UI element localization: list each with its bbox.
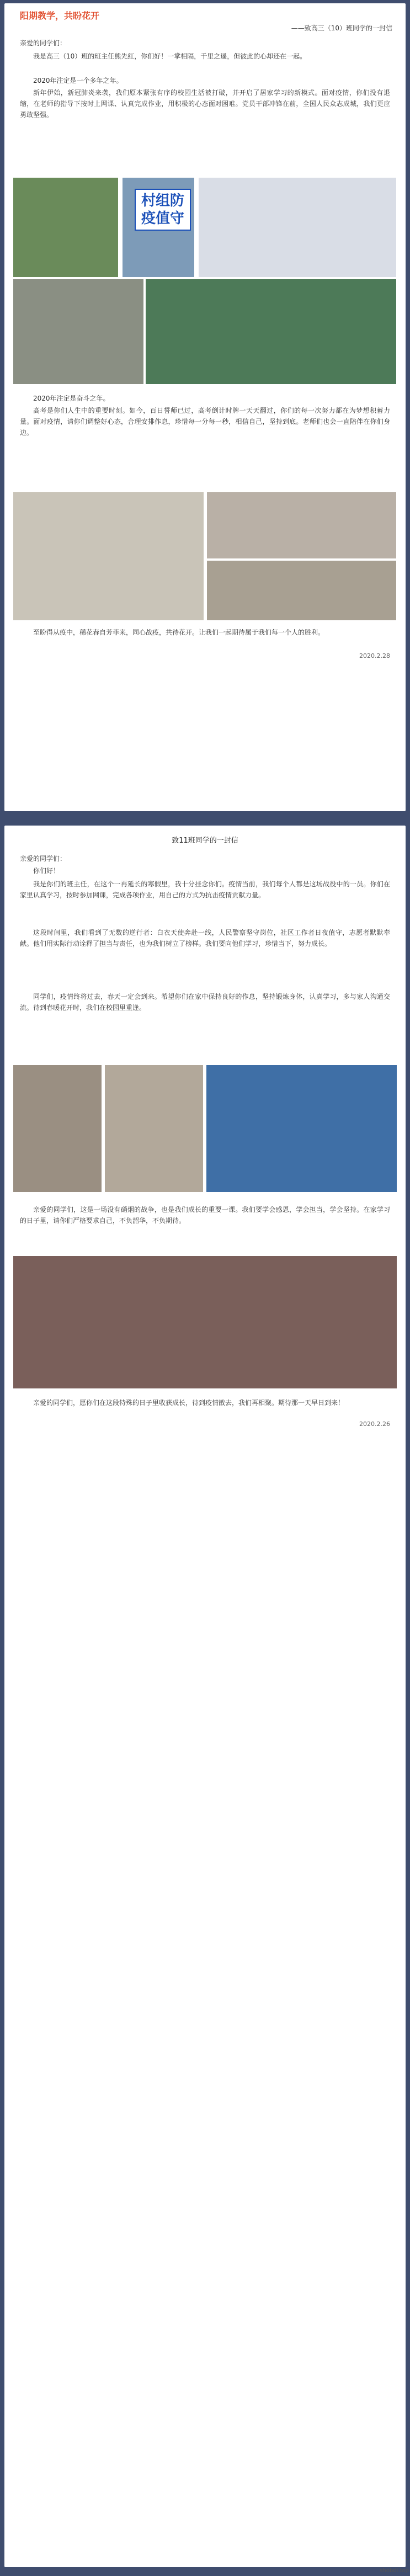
letter-title: 致11班同学的一封信 xyxy=(172,837,238,845)
letter-date: 2020.2.28 xyxy=(359,652,390,659)
student-studying-photo-1 xyxy=(207,492,396,558)
letter-subtitle: ——致高三（10）班同学的一封信 xyxy=(291,24,392,32)
class-group-photo xyxy=(13,178,118,277)
letter-card-2 xyxy=(4,826,406,2567)
paragraph: 同学们，疫情终将过去，春天一定会到来。希望你们在家中保持良好的作息，坚持锻炼身体，认真学习，多与家人沟通交流。待到春暖花开时，我们在校园里重逢。 xyxy=(20,993,390,1012)
village-duty-photo xyxy=(123,178,194,277)
sports-meet-photo xyxy=(146,279,396,384)
paragraph: 至盼得从疫中，稀花春自芳菲来，同心战疫，共待花开。让我们一起期待属于我们每一个人的胜利。 xyxy=(33,629,325,636)
paragraph: 新年伊始，新冠肺炎来袭，我们原本紧张有序的校园生活被打破，并开启了居家学习的新模式。面对疫情，你们没有退缩，在老师的指导下按时上网课、认真完成作业，用积极的心态面对困难。党员干部冲锋在前，全国人民众志成城，我们更应勇敢坚强。 xyxy=(20,89,390,119)
checkpoint-duty-photo xyxy=(13,1065,102,1192)
paragraph: 我是高三（10）班的班主任熊先红，你们好！一掌相隔，千里之遥，但彼此的心却还在一起。 xyxy=(33,52,307,60)
online-class-screenshot xyxy=(199,178,396,277)
class-celebration-photo xyxy=(13,1256,397,1388)
letter-date: 2020.2.26 xyxy=(359,1420,390,1428)
watermark: shobdi.top xyxy=(380,2568,409,2574)
duty-sign: 村组防 疫值守 xyxy=(135,189,191,231)
paragraph: 2020年注定是一个多年之年。 xyxy=(33,77,123,84)
paragraph: 亲爱的同学们，愿你们在这段特殊的日子里收获成长，待到疫情散去，我们再相聚。期待那一天早日到来！ xyxy=(33,1399,345,1407)
letter-title: 阳期教学，共盼花开 xyxy=(20,10,100,21)
medical-worker-photo xyxy=(206,1065,397,1192)
paragraph: 这段时间里，我们看到了无数的逆行者：白衣天使奔赴一线，人民警察坚守岗位，社区工作者日夜值守，志愿者默默奉献。他们用实际行动诠释了担当与责任，也为我们树立了榜样。我们要向他们学习，珍惜当下，努力成长。 xyxy=(20,929,390,948)
student-studying-photo-2 xyxy=(207,561,396,620)
paragraph: 我是你们的班主任，在这个一再延长的寒假里，我十分挂念你们。疫情当前，我们每个人都是这场战役中的一员。你们在家里认真学习，按时参加网课，完成各项作业，用自己的方式为抗击疫情贡献力量。 xyxy=(20,880,390,899)
greeting: 亲爱的同学们： xyxy=(20,39,67,47)
checkpoint-duty-photo xyxy=(105,1065,203,1192)
paragraph: 2020年注定是奋斗之年。 xyxy=(33,395,110,402)
paragraph: 亲爱的同学们，这是一场没有硝烟的战争，也是我们成长的重要一课。我们要学会感恩，学会担当，学会坚持。在家学习的日子里，请你们严格要求自己，不负韶华，不负期待。 xyxy=(20,1206,390,1225)
letter-card-1 xyxy=(4,3,406,811)
study-desk-photo xyxy=(13,492,204,620)
paragraph: 高考是你们人生中的重要时刻。如今，百日誓师已过，高考倒计时牌一天天翻过，你们的每一次努力都在为梦想积蓄力量。面对疫情，请你们调整好心态，合理安排作息，珍惜每一分每一秒，相信自己，坚持到底。老师们也会一直陪伴在你们身边。 xyxy=(20,407,390,437)
greeting: 亲爱的同学们： xyxy=(20,855,67,863)
military-training-photo xyxy=(13,279,143,384)
paragraph: 你们好！ xyxy=(33,867,60,875)
